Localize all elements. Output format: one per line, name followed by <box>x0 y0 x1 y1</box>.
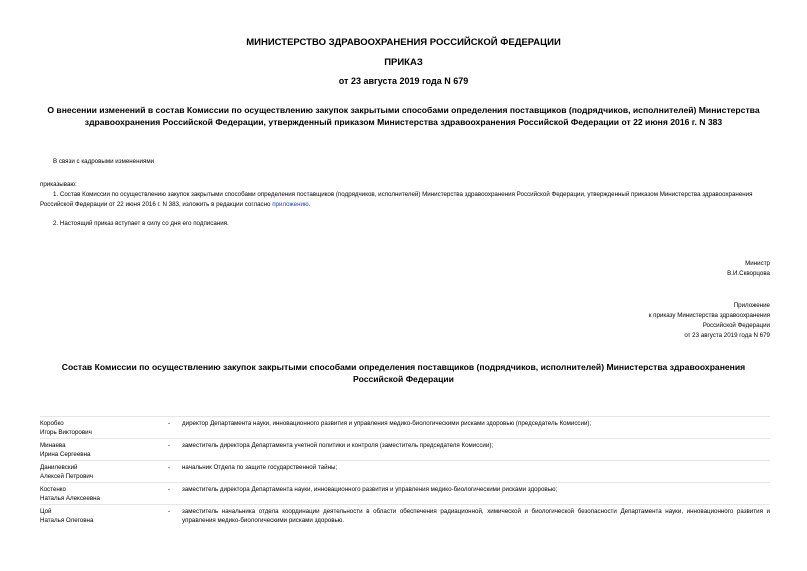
item-2: 2. Настоящий приказ вступает в силу со дня его подписания. <box>53 220 229 227</box>
composition-title: Состав Комиссии по осуществлению закупок закрытыми способами определения поставщиков (подрядчиков, исполнителей) Министерства здравоохранения Российской Федерации <box>61 362 746 384</box>
member-surname: Данилевский <box>40 464 78 471</box>
appendix-line-1: к приказу Министерства здравоохранения <box>648 312 770 319</box>
appendix-line-2: Российской Федерации <box>702 322 770 329</box>
member-dash: - <box>168 442 171 449</box>
member-name <box>40 441 168 460</box>
member-surname: Коробко <box>40 420 64 427</box>
item-1-text: 1. Состав Комиссии по осуществлению закупок закрытыми способами определения поставщиков (подрядчиков, исполнителей) Министерства здравоохранения Российской Федерации, утвержденный приказом Министерства здравоохранения Российской Федерации от 22 июня 2016 г. N 383, изложить в редакции согласно <box>40 191 753 208</box>
member-role: заместитель директора Департамента учетной политики и контроля (заместитель председателя Комиссии); <box>182 442 494 449</box>
order-word: приказываю: <box>40 181 77 188</box>
table-row <box>40 438 770 460</box>
member-dash: - <box>168 464 171 471</box>
member-name <box>40 507 168 526</box>
member-role: заместитель начальника отдела координации деятельности в области обеспечения радиационной, химической и биологической безопасности Департамента науки, инновационного развития и управления медико-биологическими рисками здоровью. <box>182 508 770 524</box>
member-given: Ирина Сергеевна <box>40 451 91 458</box>
appendix-link[interactable]: приложению <box>272 200 309 208</box>
member-surname: Костенко <box>40 486 66 493</box>
member-surname: Цой <box>40 508 52 515</box>
member-role: начальник Отдела по защите государственной тайны; <box>182 464 338 471</box>
ministry-heading: МИНИСТЕРСТВО ЗДРАВООХРАНЕНИЯ РОССИЙСКОЙ ФЕДЕРАЦИИ <box>246 37 561 48</box>
item-1 <box>40 190 770 209</box>
member-name <box>40 485 168 504</box>
signature-position: Министр <box>745 260 770 267</box>
table-row <box>40 482 770 504</box>
appendix-block <box>649 301 770 341</box>
member-given: Наталья Алексеевна <box>40 495 100 502</box>
member-dash: - <box>168 420 171 427</box>
signature-name: В.И.Скворцова <box>727 270 770 277</box>
member-role: заместитель директора Департамента науки, инновационного развития и управления медико-биологическими рисками здоровью; <box>182 486 558 493</box>
item-1-end: . <box>308 200 311 208</box>
member-given: Наталья Олеговна <box>40 517 94 524</box>
members-table <box>40 416 770 526</box>
table-row <box>40 460 770 482</box>
member-given: Игорь Викторович <box>40 429 92 436</box>
doc-type-heading: ПРИКАЗ <box>384 57 423 68</box>
member-surname: Минаева <box>40 442 66 449</box>
member-name <box>40 419 168 438</box>
intro-text: В связи с кадровыми изменениями <box>53 158 155 165</box>
table-row <box>40 416 770 438</box>
doc-subject: О внесении изменений в состав Комиссии по осуществлению закупок закрытыми способами определения поставщиков (подрядчиков, исполнителей) Министерства здравоохранения Российской Федерации, утвержденный приказом Министерства здравоохранения Российской Федерации от 22 июня 2016 г. N 383 <box>47 105 760 127</box>
signature-block <box>727 259 770 279</box>
member-name <box>40 463 168 482</box>
appendix-line-3: от 23 августа 2019 года N 679 <box>684 332 770 339</box>
table-row <box>40 504 770 526</box>
member-role: директор Департамента науки, инновационного развития и управления медико-биологическими рисками здоровью (председатель Комиссии); <box>182 420 592 427</box>
doc-date-number: от 23 августа 2019 года N 679 <box>338 76 469 86</box>
member-dash: - <box>168 508 171 515</box>
member-given: Алексей Петрович <box>40 473 94 480</box>
appendix-label: Приложение <box>733 302 770 309</box>
member-dash: - <box>168 486 171 493</box>
